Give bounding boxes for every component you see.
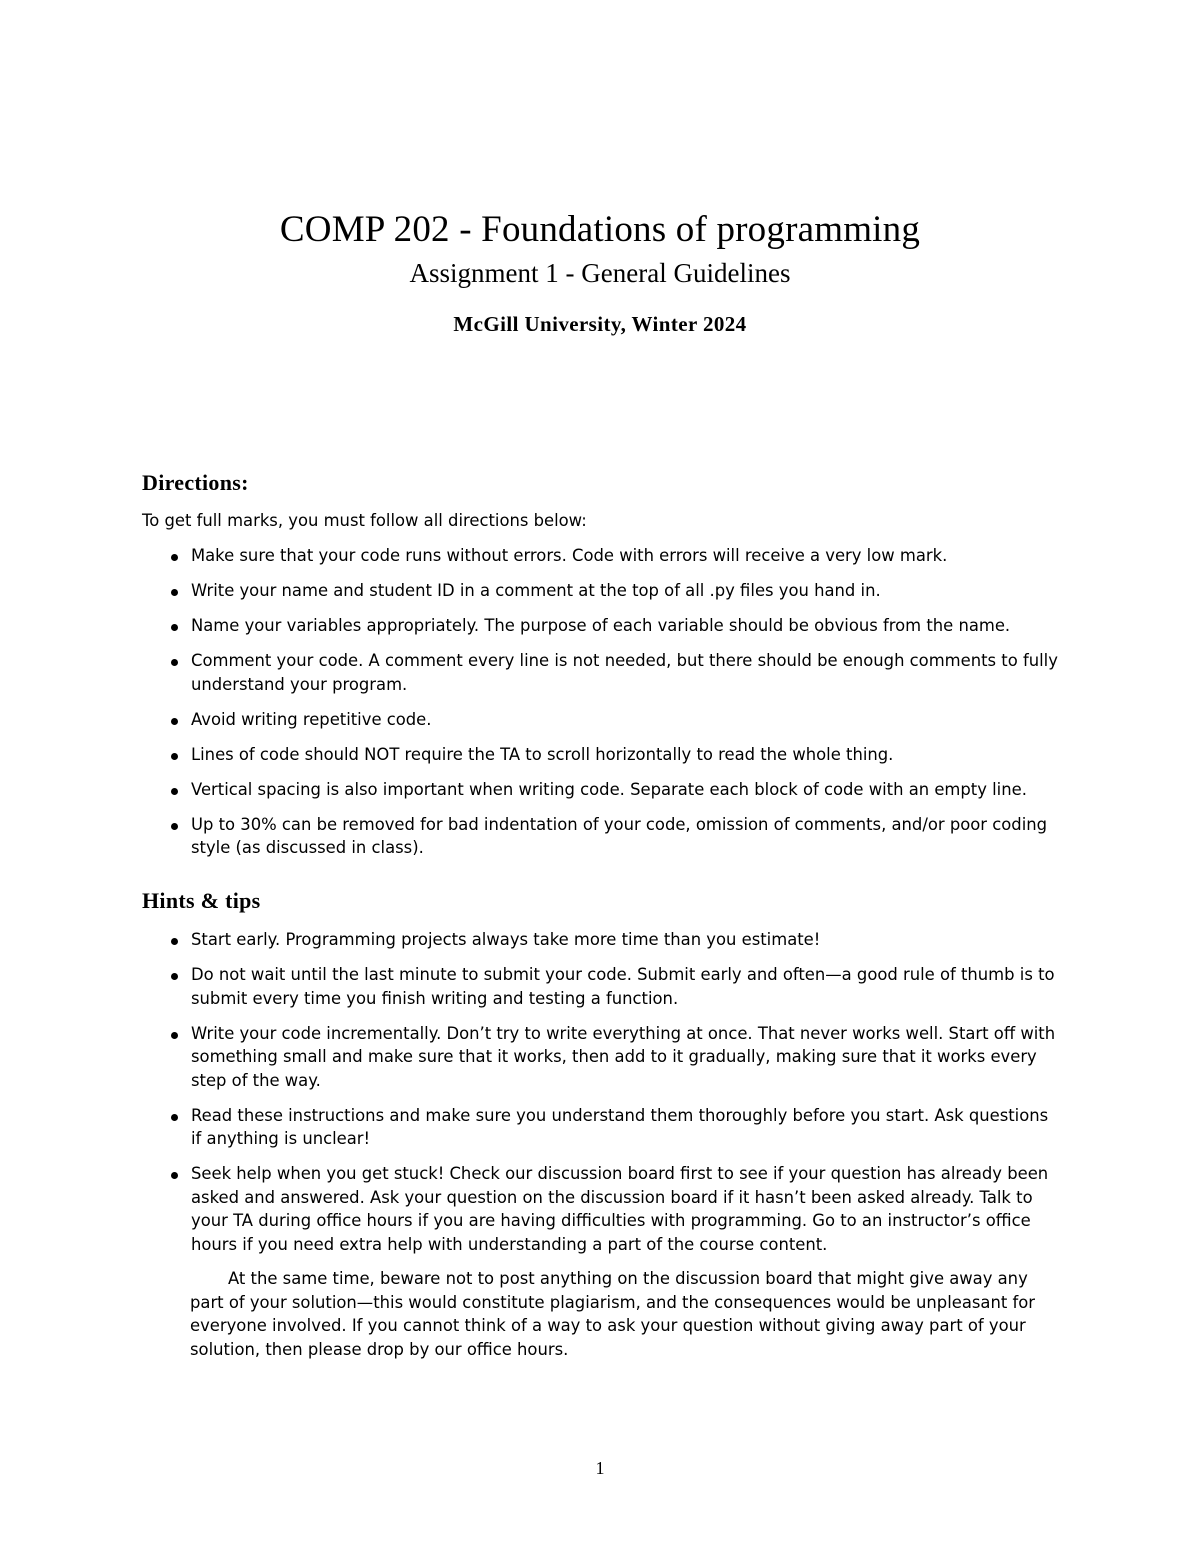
list-item: [142, 813, 1060, 860]
bullet-icon: [171, 753, 178, 760]
list-item-text: Do not wait until the last minute to submit your code. Submit early and often—a good rule of thumb is to submit every time you finish writing and testing a function.: [191, 965, 1055, 1008]
bullet-icon: [171, 624, 178, 631]
document-affiliation: McGill University, Winter 2024: [453, 312, 747, 336]
list-item: [142, 743, 1060, 767]
closing-paragraph: At the same time, beware not to post anything on the discussion board that might give away any part of your solution—this would constitute plagiarism, and the consequences would be unpleasant for everyone involved. If you cannot think of a way to ask your question without giving away part of your solution, then please drop by our office hours.: [190, 1269, 1036, 1359]
hints-list: [142, 928, 1060, 1268]
bullet-icon: [171, 1172, 178, 1179]
list-item-text: Make sure that your code runs without errors. Code with errors will receive a very low mark.: [191, 546, 948, 565]
list-item: [142, 649, 1060, 696]
list-item-text: Start early. Programming projects always take more time than you estimate!: [191, 930, 821, 949]
page-number: 1: [595, 1458, 605, 1478]
list-item-text: Read these instructions and make sure you understand them thoroughly before you start. Ask questions if anything is unclear!: [191, 1105, 1049, 1148]
list-item-text: Vertical spacing is also important when writing code. Separate each block of code with an empty line.: [191, 779, 1027, 799]
bullet-icon: [171, 788, 178, 795]
list-item: [142, 614, 1060, 638]
bullet-icon: [171, 1032, 178, 1039]
document-title: COMP 202 - Foundations of programming: [279, 209, 921, 250]
bullet-icon: [171, 938, 178, 945]
document-subtitle: Assignment 1 - General Guidelines: [409, 258, 791, 288]
list-item: [142, 1104, 1060, 1151]
list-item-text: Up to 30% can be removed for bad indentation of your code, omission of comments, and/or poor coding style (as discussed in class).: [191, 814, 1048, 857]
list-item-text: Write your code incrementally. Don’t try to write everything at once. That never works well. Start off with something small and make sure that it works, then add to it gradually, making sure that it works every step of the way.: [191, 1023, 1056, 1090]
list-item-text: Lines of code should NOT require the TA to scroll horizontally to read the whole thing.: [191, 744, 894, 764]
list-item: [142, 708, 1060, 732]
list-item: [142, 1022, 1060, 1093]
bullet-icon: [171, 718, 178, 725]
directions-list: [142, 544, 1060, 871]
list-item-text: Avoid writing repetitive code.: [191, 709, 432, 729]
bullet-icon: [171, 823, 178, 830]
list-item-text: Write your name and student ID in a comment at the top of all .py files you hand in.: [191, 581, 881, 600]
bullet-icon: [171, 1114, 178, 1121]
list-item: [142, 963, 1060, 1010]
bullet-icon: [171, 659, 178, 666]
list-item: [142, 1162, 1060, 1256]
directions-intro: To get full marks, you must follow all directions below:: [142, 511, 587, 530]
list-item: [142, 928, 1060, 952]
list-item: [142, 778, 1060, 802]
hints-heading: Hints & tips: [142, 888, 261, 913]
list-item: [142, 544, 1060, 568]
list-item-text: Seek help when you get stuck! Check our discussion board first to see if your question has already been asked and answered. Ask your question on the discussion board if it hasn’t been asked already. Talk to your TA during office hours if you are having difficulties with programming. Go to an instructor’s office hours if you need extra help with understanding a part of the course content.: [191, 1164, 1049, 1254]
list-item-text: Name your variables appropriately. The purpose of each variable should be obvious from the name.: [191, 616, 1011, 635]
bullet-icon: [171, 589, 178, 596]
directions-heading: Directions:: [142, 470, 249, 495]
bullet-icon: [171, 973, 178, 980]
list-item: [142, 579, 1060, 603]
bullet-icon: [171, 554, 178, 561]
list-item-text: Comment your code. A comment every line is not needed, but there should be enough comments to fully understand your program.: [191, 651, 1058, 694]
